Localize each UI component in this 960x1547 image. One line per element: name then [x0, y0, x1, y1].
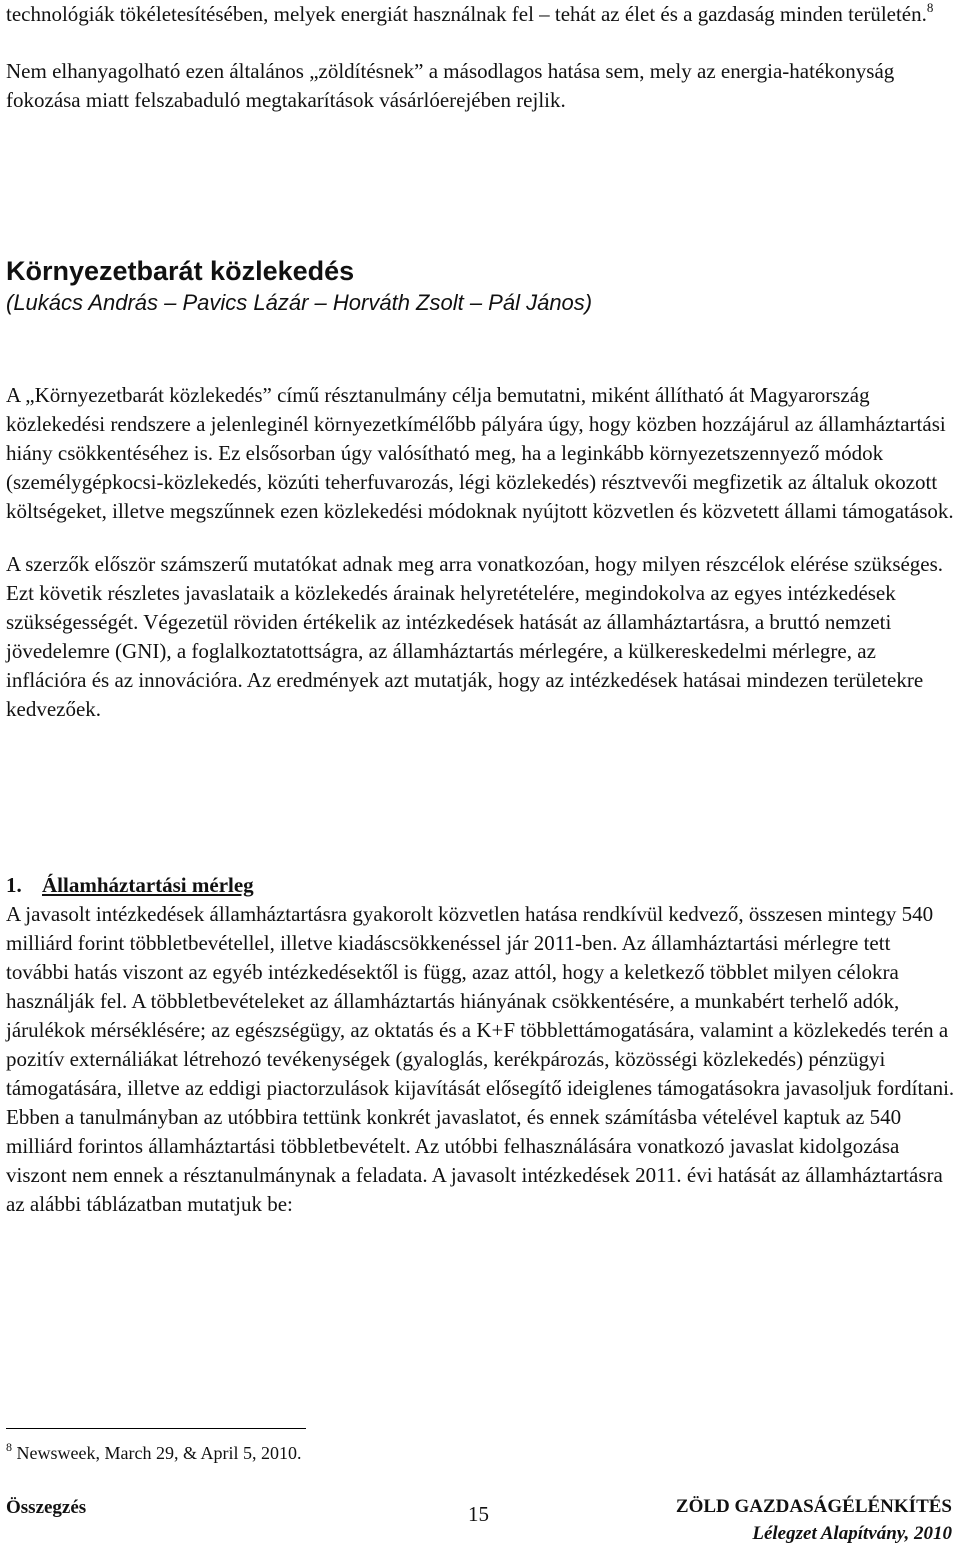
section-heading-label: Államháztartási mérleg [42, 873, 254, 897]
footer-publication [676, 1493, 952, 1547]
abstract-paragraph-2: A szerzők először számszerű mutatókat adnak meg arra vonatkozóan, hogy milyen részcélok elérése szükséges. Ezt követik részletes javaslataik a közlekedés árainak helyretételére, megindokolva az egyes intézkedések szükségességét. Végezetül röviden értékelik az intézkedések hatását az államháztartásra, a bruttó nemzeti jövedelemre (GNI), a foglalkoztatottságra, az államháztartás mérlegére, a külkereskedelmi mérlegre, az inflációra és az innovációra. Az eredmények azt mutatják, hogy az intézkedések hatásai mindezen területekre kedvezőek. [6, 552, 944, 721]
footnote-divider [6, 1428, 306, 1429]
abstract-paragraph-1: A „Környezetbarát közlekedés” című résztanulmány célja bemutatni, miként állítható át Magyarország közlekedési rendszere a jelenleginél környezetkímélőbb pályára úgy, hogy közben hozzájárul az államháztartási hiány csökkentéséhez is. Ez elsősorban úgy valósítható meg, ha a leginkább környezetszennyező módok (személygépkocsi-közlekedés, közúti teherfuvarozás, légi közlekedés) résztvevői megfizetik az általuk okozott költségeket, illetve megszűnnek ezen közlekedési módoknak nyújtott közvetlen és közvetett állami támogatások. [6, 383, 954, 523]
intro-paragraph-1 [6, 0, 956, 29]
footnote-number: 8 [6, 1440, 12, 1454]
footnote-text: Newsweek, March 29, & April 5, 2010. [16, 1443, 302, 1463]
footer-publication-title: ZÖLD GAZDASÁGÉLÉNKÍTÉS [675, 1496, 952, 1517]
section-budget-balance [6, 871, 956, 1219]
footnote [6, 1440, 301, 1466]
intro-paragraph-1-text: technológiák tökéletesítésében, melyek energiát használnak fel – tehát az élet és a gazdaság minden területén. [6, 2, 927, 26]
section-heading [6, 871, 956, 900]
intro-paragraph-2: Nem elhanyagolható ezen általános „zöldítésnek” a másodlagos hatása sem, mely az energia-hatékonyság fokozása miatt felszabaduló megtakarítások vásárlóerejében rejlik. [6, 59, 895, 112]
footer-section-label: Összegzés [6, 1497, 87, 1518]
intro-text [6, 0, 956, 115]
chapter-authors: (Lukács András – Pavics Lázár – Horváth Zsolt – Pál János) [6, 290, 593, 315]
section-body: A javasolt intézkedések államháztartásra gyakorolt közvetlen hatása rendkívül kedvező, összesen mintegy 540 milliárd forint többletbevétellel, illetve kiadáscsökkenéssel jár 2011-ben. Az államháztartási mérlegre tett további hatás viszont az egyéb intézkedésektől is függ, azaz attól, hogy a keletkező többlet milyen célokra használják fel. A többletbevételeket az államháztartás hiányának csökkentésére, a munkabért terhelő adók, járulékok mérséklésére; az egészségügy, az oktatás és a K+F többlettámogatására, valamint a közlekedés terén a pozitív externáliákat létrehozó tevékenységek (gyaloglás, kerékpározás, közösségi közlekedés) pénzügyi támogatására, illetve az eddigi piactorzulások kijavítását elősegítő ideiglenes támogatásokra javasoljuk fordítani. Ebben a tanulmányban az utóbbira tettünk konkrét javaslatot, és ennek számításba vételével kaptuk az 540 milliárd forintos államháztartási többletbevételt. Az utóbbi felhasználására vonatkozó javaslat kidolgozása viszont nem ennek a résztanulmánynak a feladata. A javasolt intézkedések 2011. évi hatását az államháztartásra az alábbi táblázatban mutatjuk be: [6, 902, 955, 1216]
page-number: 15 [468, 1502, 489, 1526]
footer-publisher: Lélegzet Alapítvány, 2010 [752, 1523, 952, 1544]
footnote-reference: 8 [926, 0, 934, 15]
abstract [6, 381, 956, 724]
section-number: 1. [6, 873, 22, 897]
chapter-title: Környezetbarát közlekedés [6, 256, 355, 286]
